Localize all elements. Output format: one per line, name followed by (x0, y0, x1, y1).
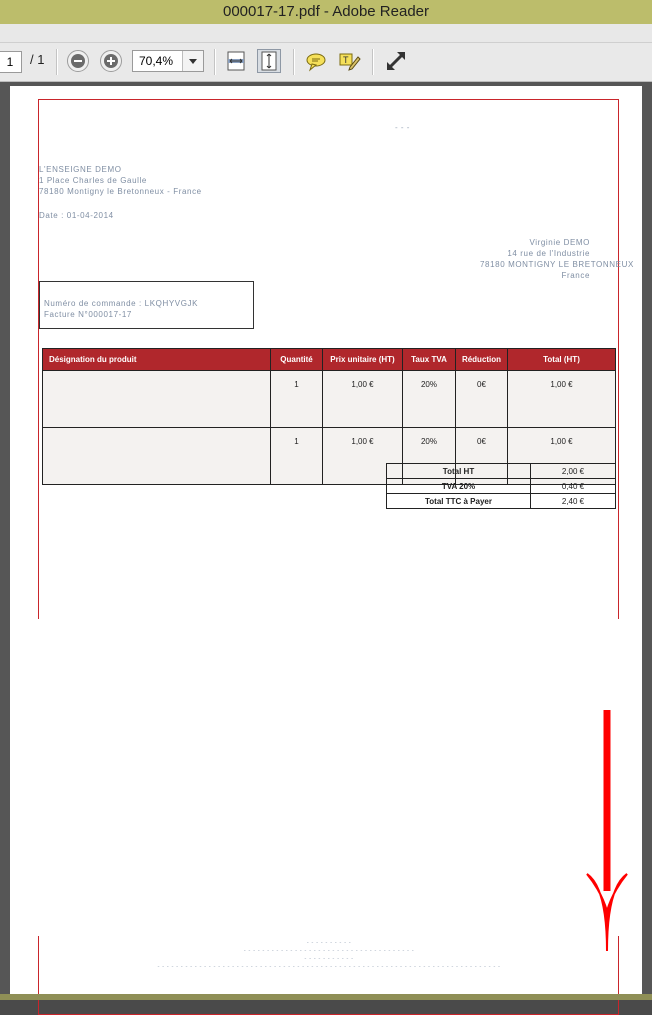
status-strip (0, 994, 652, 1000)
totals-row (387, 464, 616, 479)
total-ht-value: 2,00 € (531, 464, 616, 479)
footer-line: - - - - - - - - - - - (304, 956, 354, 962)
highlight-button[interactable] (337, 49, 361, 73)
toolbar (0, 43, 652, 82)
col-quantity: Quantité (271, 349, 323, 371)
fit-page-button[interactable] (257, 49, 281, 73)
cell-total: 1,00 € (508, 371, 616, 428)
minus-icon (70, 53, 86, 69)
full-screen-button[interactable] (384, 49, 408, 73)
table-row (43, 371, 616, 428)
expand-icon (384, 49, 408, 73)
order-number: Numéro de commande : LKQHYVGJK (44, 299, 199, 308)
zoom-in-button[interactable] (100, 50, 122, 72)
chevron-down-icon[interactable] (182, 51, 203, 71)
toolbar-separator (293, 49, 295, 75)
plus-icon (103, 53, 119, 69)
customer-line: France (561, 271, 590, 280)
cell-unit-price: 1,00 € (323, 428, 403, 485)
cell-vat-rate: 20% (403, 428, 456, 485)
toolbar-separator (214, 49, 216, 75)
fit-page-icon (258, 50, 280, 72)
vat-value: 0,40 € (531, 479, 616, 494)
comment-button[interactable] (304, 49, 328, 73)
order-info-box (39, 281, 254, 329)
comment-icon (304, 49, 328, 73)
customer-address (480, 237, 634, 281)
col-unit-price: Prix unitaire (HT) (323, 349, 403, 371)
sender-line: 1 Place Charles de Gaulle (39, 176, 147, 185)
toolbar-separator (56, 49, 58, 75)
totals-row (387, 479, 616, 494)
sender-line: 78180 Montigny le Bretonneux - France (39, 187, 202, 196)
col-designation: Désignation du produit (43, 349, 271, 371)
zoom-out-button[interactable] (67, 50, 89, 72)
order-info (44, 298, 198, 320)
totals-table (386, 463, 616, 509)
page-total-label: / 1 (30, 52, 45, 67)
red-arrow-icon (585, 706, 629, 956)
col-vat-rate: Taux TVA (403, 349, 456, 371)
col-total-ht: Total (HT) (508, 349, 616, 371)
customer-line: Virginie DEMO (529, 238, 590, 247)
totals-row (387, 494, 616, 509)
customer-line: 78180 MONTIGNY LE BRETONNEUX (480, 260, 634, 269)
cell-unit-price: 1,00 € (323, 371, 403, 428)
cell-quantity: 1 (271, 371, 323, 428)
window-title: 000017-17.pdf - Adobe Reader (0, 0, 652, 24)
footer-line: - - - - - - - - - - - - - - - - - - - - - - - - - - - - - - - - - - - - - - - - - - - - - - - - - - - - - - - - - - - - - - - - - - - - - - - - - - (157, 964, 501, 970)
total-ttc-value: 2,40 € (531, 494, 616, 509)
highlighter-icon (337, 49, 361, 73)
page-number-input[interactable]: 1 (0, 51, 22, 73)
toolbar-separator (372, 49, 374, 75)
cell-quantity: 1 (271, 428, 323, 485)
invoice-number: Facture N°000017-17 (44, 310, 132, 319)
customer-line: 14 rue de l'Industrie (507, 249, 590, 258)
pdf-page (10, 86, 642, 1000)
cell-discount: 0€ (456, 428, 508, 485)
cell-designation (43, 428, 271, 485)
table-header-row (43, 349, 616, 371)
fit-width-button[interactable] (224, 49, 248, 73)
fit-width-icon (224, 49, 248, 73)
menu-strip (0, 24, 652, 43)
zoom-select[interactable] (132, 50, 204, 72)
total-ht-label: Total HT (387, 464, 531, 479)
footer-line: - - - - - - - - - - (306, 940, 352, 946)
cell-discount: 0€ (456, 371, 508, 428)
footer-line: - - - - - - - - - - - - - - - - - - - - - - - - - - - - - - - - - - - - - (243, 948, 415, 954)
vat-label: TVA 20% (387, 479, 531, 494)
logo-placeholder: - - - (395, 123, 410, 132)
cell-vat-rate: 20% (403, 371, 456, 428)
col-discount: Réduction (456, 349, 508, 371)
zoom-value: 70,4% (139, 54, 174, 68)
border-gap (36, 619, 622, 936)
sender-address (39, 164, 202, 197)
svg-text:T: T (343, 55, 349, 65)
document-area[interactable] (0, 82, 652, 1000)
cell-designation (43, 371, 271, 428)
total-ttc-label: Total TTC à Payer (387, 494, 531, 509)
cell-total: 1,00 € (508, 428, 616, 485)
invoice-date: Date : 01-04-2014 (39, 211, 114, 220)
sender-line: L'ENSEIGNE DEMO (39, 165, 122, 174)
